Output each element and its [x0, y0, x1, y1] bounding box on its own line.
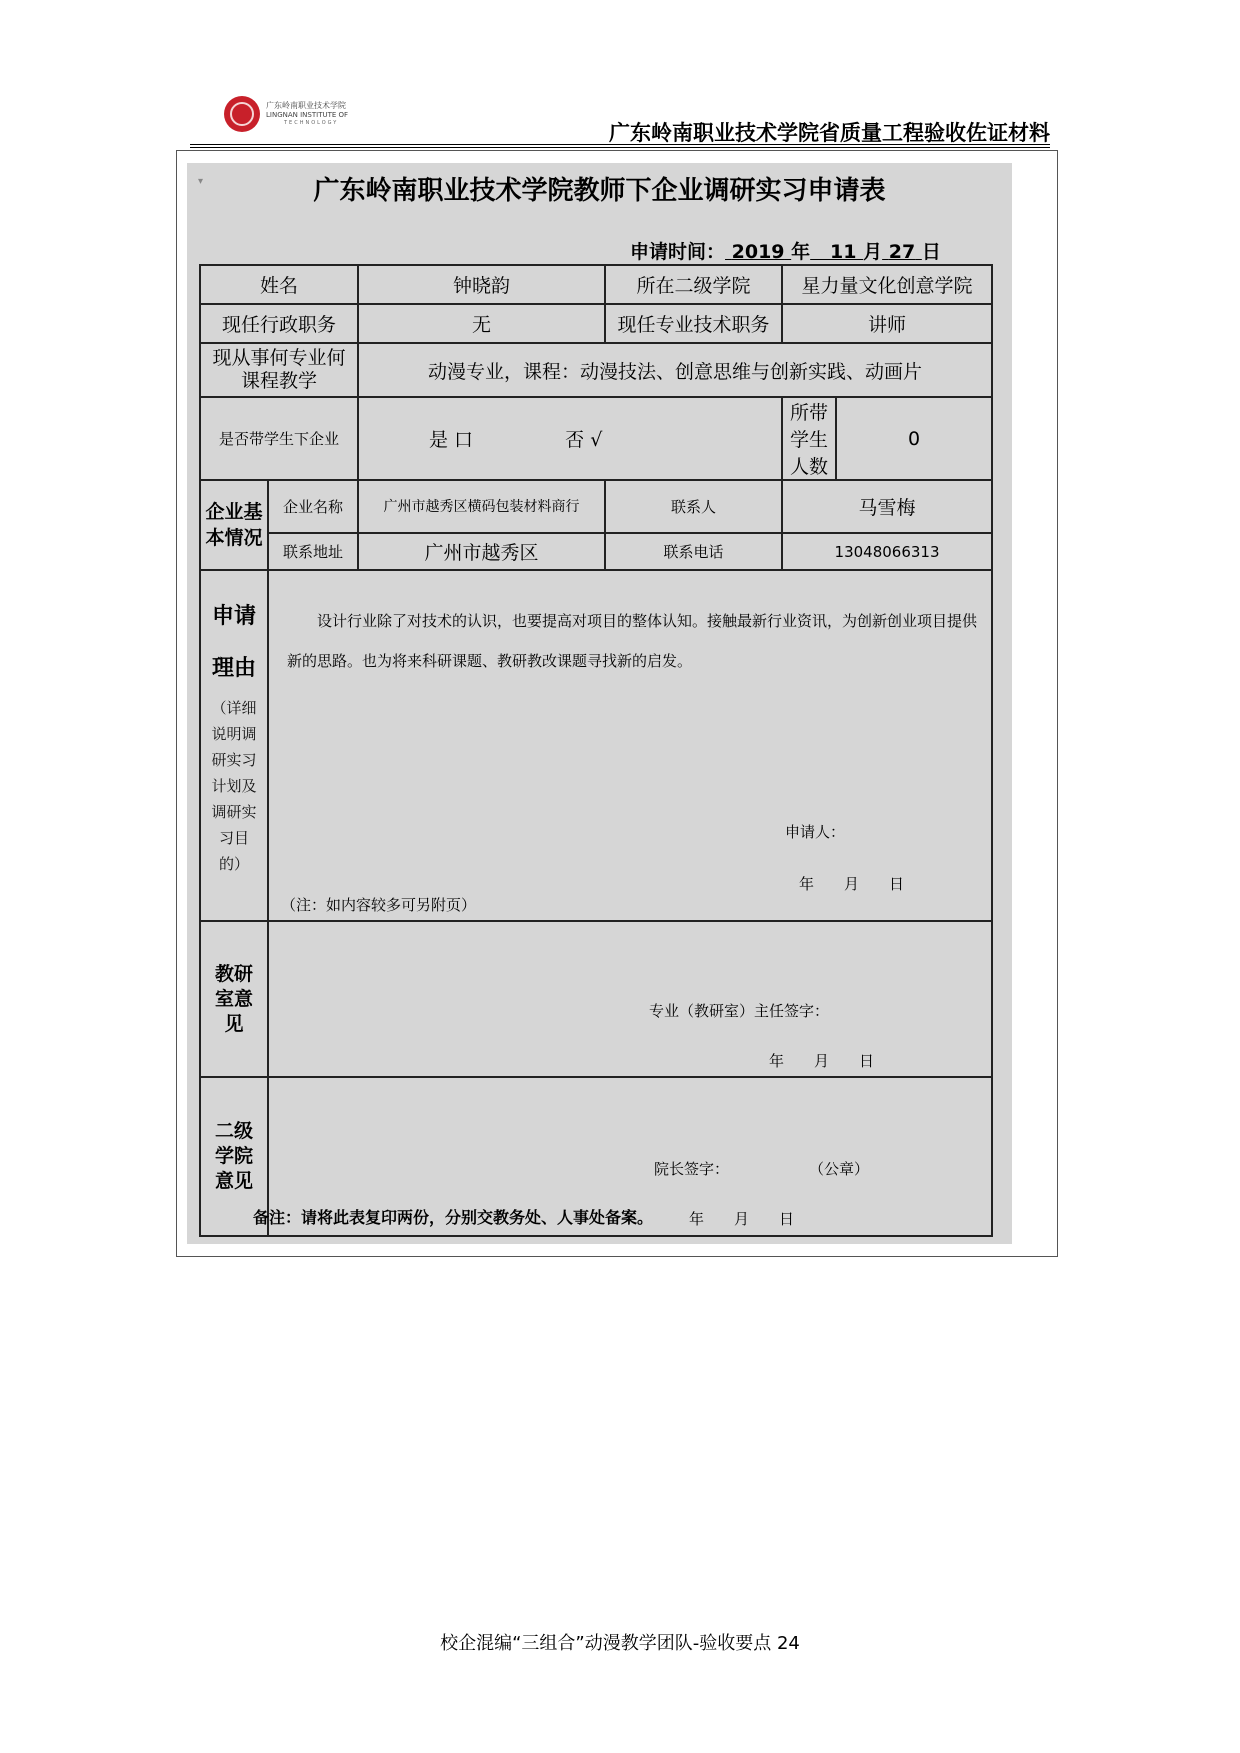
college-seal-icon — [224, 96, 260, 132]
reason-label-2: 理由 — [211, 656, 256, 681]
contact-value: 马雪梅 — [782, 480, 992, 533]
dept-opinion-label: 教研室意见 — [200, 921, 268, 1077]
reason-note: （注：如内容较多可另附页） — [281, 896, 477, 914]
table-row — [200, 343, 992, 397]
table-row — [200, 265, 992, 304]
logo-en-text: LINGNAN INSTITUTE OF — [266, 111, 349, 119]
tech-position-label: 现任专业技术职务 — [605, 304, 782, 343]
teaching-label: 现从事何专业何课程教学 — [200, 343, 358, 397]
yes-option: 是 口 — [429, 429, 474, 451]
teaching-value: 动漫专业，课程：动漫技法、创意思维与创新实践、动画片 — [358, 343, 992, 397]
applicant-date: 年 月 日 — [799, 875, 905, 893]
college-label: 所在二级学院 — [605, 265, 782, 304]
dept-opinion-cell — [268, 921, 992, 1077]
applicant-label: 申请人： — [785, 823, 846, 841]
admin-position-value: 无 — [358, 304, 605, 343]
reason-label-cell — [200, 570, 268, 921]
reason-text: 设计行业除了对技术的认识，也要提高对项目的整体认知。接触最新行业资讯，为创新创业项目提供新的思路。也为将来科研课题、教研教改课题寻找新的启发。 — [287, 612, 978, 670]
college-opinion-date: 年 月 日 — [689, 1210, 795, 1228]
table-row — [200, 304, 992, 343]
phone-label: 联系电话 — [605, 533, 782, 570]
student-count-value: 0 — [836, 397, 992, 480]
logo-cn-text: 广东岭南职业技术学院 — [266, 101, 346, 110]
form-title: 广东岭南职业技术学院教师下企业调研实习申请表 — [313, 176, 886, 206]
form-remark: 备注：请将此表复印两份，分别交教务处、人事处备案。 — [253, 1208, 654, 1227]
date-label: 申请时间： — [630, 241, 726, 263]
reason-label-detail: （详细说明调研实习计划及调研实习目的） — [211, 699, 257, 873]
enterprise-section-label: 企业基本情况 — [200, 480, 268, 570]
no-option: 否 √ — [565, 429, 603, 451]
table-row — [200, 921, 992, 1077]
table-row — [200, 480, 992, 533]
year-unit: 年 — [791, 241, 811, 263]
header-rule — [190, 144, 1050, 145]
date-day: 27 — [888, 241, 916, 263]
reason-content-cell — [268, 570, 992, 921]
college-logo — [224, 94, 364, 134]
enterprise-name-label: 企业名称 — [268, 480, 358, 533]
contact-label: 联系人 — [605, 480, 782, 533]
application-date — [630, 237, 941, 264]
table-row — [200, 533, 992, 570]
reason-label-1: 申请 — [211, 604, 256, 629]
date-month: 11 — [830, 241, 857, 263]
college-opinion-label: 二级学院意见 — [200, 1077, 268, 1236]
caret-down-icon: ▾ — [198, 176, 204, 187]
students-label: 是否带学生下企业 — [200, 397, 358, 480]
official-seal-label: （公章） — [809, 1160, 870, 1178]
table-row — [200, 570, 992, 921]
enterprise-name-value: 广州市越秀区横码包装材料商行 — [358, 480, 605, 533]
dept-opinion-date: 年 月 日 — [769, 1052, 875, 1070]
phone-value: 13048066313 — [782, 533, 992, 570]
address-label: 联系地址 — [268, 533, 358, 570]
dept-signature-label: 专业（教研室）主任签字： — [649, 1002, 830, 1020]
day-unit: 日 — [921, 241, 941, 263]
table-row — [200, 397, 992, 480]
college-value: 星力量文化创意学院 — [782, 265, 992, 304]
month-unit: 月 — [863, 241, 883, 263]
logo-en2-text: TECHNOLOGY — [284, 120, 339, 126]
header-title: 广东岭南职业技术学院省质量工程验收佐证材料 — [609, 121, 1050, 145]
date-year: 2019 — [731, 241, 785, 263]
admin-position-label: 现任行政职务 — [200, 304, 358, 343]
dean-signature-label: 院长签字： — [654, 1160, 730, 1178]
header-rule-thin — [190, 147, 1050, 148]
name-value: 钟晓韵 — [358, 265, 605, 304]
page-footer: 校企混编“三组合”动漫教学团队-验收要点 24 — [440, 1633, 800, 1654]
tech-position-value: 讲师 — [782, 304, 992, 343]
student-count-label: 所带学生人数 — [782, 397, 836, 480]
students-choice — [358, 397, 782, 480]
name-label: 姓名 — [200, 265, 358, 304]
address-value: 广州市越秀区 — [358, 533, 605, 570]
